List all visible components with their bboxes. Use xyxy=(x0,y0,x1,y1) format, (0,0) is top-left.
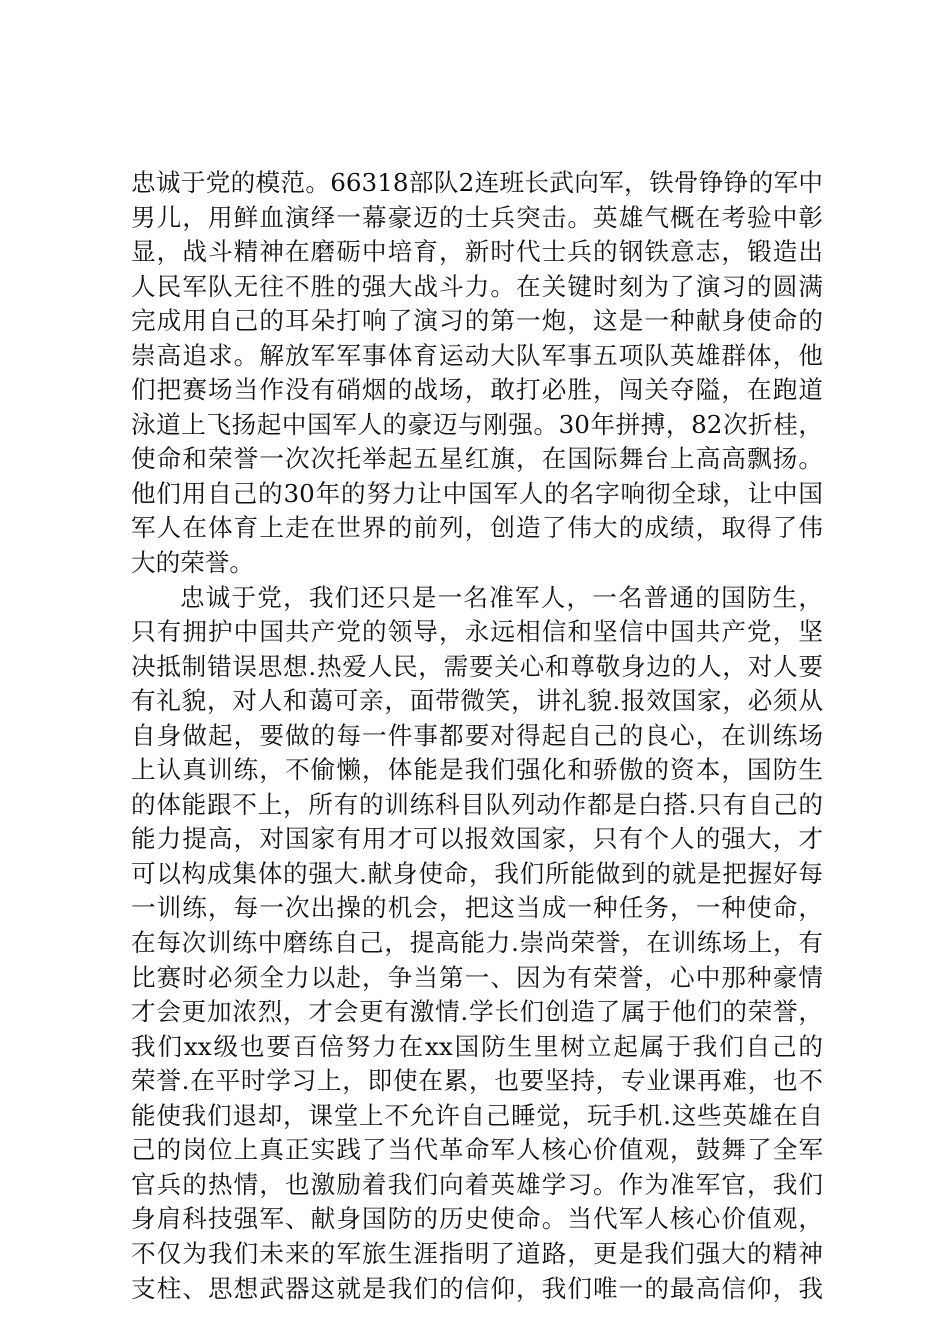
paragraph-2-line: 自身做起，要做的每一件事都要对得起自己的良心，在训练场 xyxy=(131,720,823,750)
paragraph-2-line: 忠诚于党，我们还只是一名准军人，一名普通的国防生， xyxy=(180,582,823,612)
paragraph-1-line: 们把赛场当作没有硝烟的战场，敢打必胜，闯关夺隘，在跑道 xyxy=(131,375,823,405)
paragraph-2-line: 在每次训练中磨练自己，提高能力.崇尚荣誉，在训练场上，有 xyxy=(131,928,823,958)
paragraph-2-line: 官兵的热情，也激励着我们向着英雄学习。作为准军官，我们 xyxy=(131,1169,823,1199)
paragraph-2-line: 己的岗位上真正实践了当代革命军人核心价值观，鼓舞了全军 xyxy=(131,1135,823,1165)
paragraph-2-line: 能使我们退却，课堂上不允许自己睡觉，玩手机.这些英雄在自 xyxy=(131,1100,823,1130)
paragraph-2-line: 才会更加浓烈，才会更有激情.学长们创造了属于他们的荣誉， xyxy=(131,997,823,1027)
paragraph-1-line: 忠诚于党的模范。66318部队2连班长武向军，铁骨铮铮的军中 xyxy=(131,168,823,197)
paragraph-1-line: 军人在体育上走在世界的前列，创造了伟大的成绩，取得了伟 xyxy=(131,513,823,543)
paragraph-1-line: 男儿，用鲜血演绎一幕豪迈的士兵突击。英雄气概在考验中彰 xyxy=(131,202,823,232)
paragraph-1-line: 人民军队无往不胜的强大战斗力。在关键时刻为了演习的圆满 xyxy=(131,271,823,301)
paragraph-2-line: 荣誉.在平时学习上，即使在累，也要坚持，专业课再难，也不 xyxy=(131,1066,823,1096)
body-text xyxy=(131,166,823,1306)
paragraph-2-line: 身肩科技强军、献身国防的历史使命。当代军人核心价值观， xyxy=(131,1204,823,1234)
paragraph-2-line: 我们xx级也要百倍努力在xx国防生里树立起属于我们自己的 xyxy=(131,1031,823,1061)
paragraph-2-line: 决抵制错误思想.热爱人民，需要关心和尊敬身边的人，对人要 xyxy=(131,651,823,681)
paragraph-2-line: 有礼貌，对人和蔼可亲，面带微笑，讲礼貌.报效国家，必须从 xyxy=(131,686,823,716)
paragraph-2-line: 支柱、思想武器这就是我们的信仰，我们唯一的最高信仰，我 xyxy=(131,1273,823,1303)
paragraph-1-line: 使命和荣誉一次次托举起五星红旗，在国际舞台上高高飘扬。 xyxy=(131,444,823,474)
paragraph-1-line: 泳道上飞扬起中国军人的豪迈与刚强。30年拼搏，82次折桂， xyxy=(131,409,823,439)
paragraph-2-line: 比赛时必须全力以赴，争当第一、因为有荣誉，心中那种豪情 xyxy=(131,962,823,992)
paragraph-1-line: 大的荣誉。 xyxy=(131,548,254,578)
paragraph-1-line: 他们用自己的30年的努力让中国军人的名字响彻全球，让中国 xyxy=(131,478,823,508)
paragraph-1-line: 完成用自己的耳朵打响了演习的第一炮，这是一种献身使命的 xyxy=(131,306,823,336)
paragraph-2-line: 一训练，每一次出操的机会，把这当成一种任务，一种使命， xyxy=(131,893,823,923)
paragraph-2-line: 上认真训练，不偷懒，体能是我们强化和骄傲的资本，国防生 xyxy=(131,755,823,785)
paragraph-1-line: 崇高追求。解放军军事体育运动大队军事五项队英雄群体，他 xyxy=(131,340,823,370)
paragraph-2-line: 的体能跟不上，所有的训练科目队列动作都是白搭.只有自己的 xyxy=(131,789,823,819)
paragraph-2-line: 能力提高，对国家有用才可以报效国家，只有个人的强大，才 xyxy=(131,824,823,854)
paragraph-2-line: 只有拥护中国共产党的领导，永远相信和坚信中国共产党，坚 xyxy=(131,617,823,647)
paragraph-2-line: 可以构成集体的强大.献身使命，我们所能做到的就是把握好每 xyxy=(131,858,823,888)
paragraph-2-line: 不仅为我们未来的军旅生涯指明了道路，更是我们强大的精神 xyxy=(131,1238,823,1268)
paragraph-1-line: 显，战斗精神在磨砺中培育，新时代士兵的钢铁意志，锻造出 xyxy=(131,237,823,267)
